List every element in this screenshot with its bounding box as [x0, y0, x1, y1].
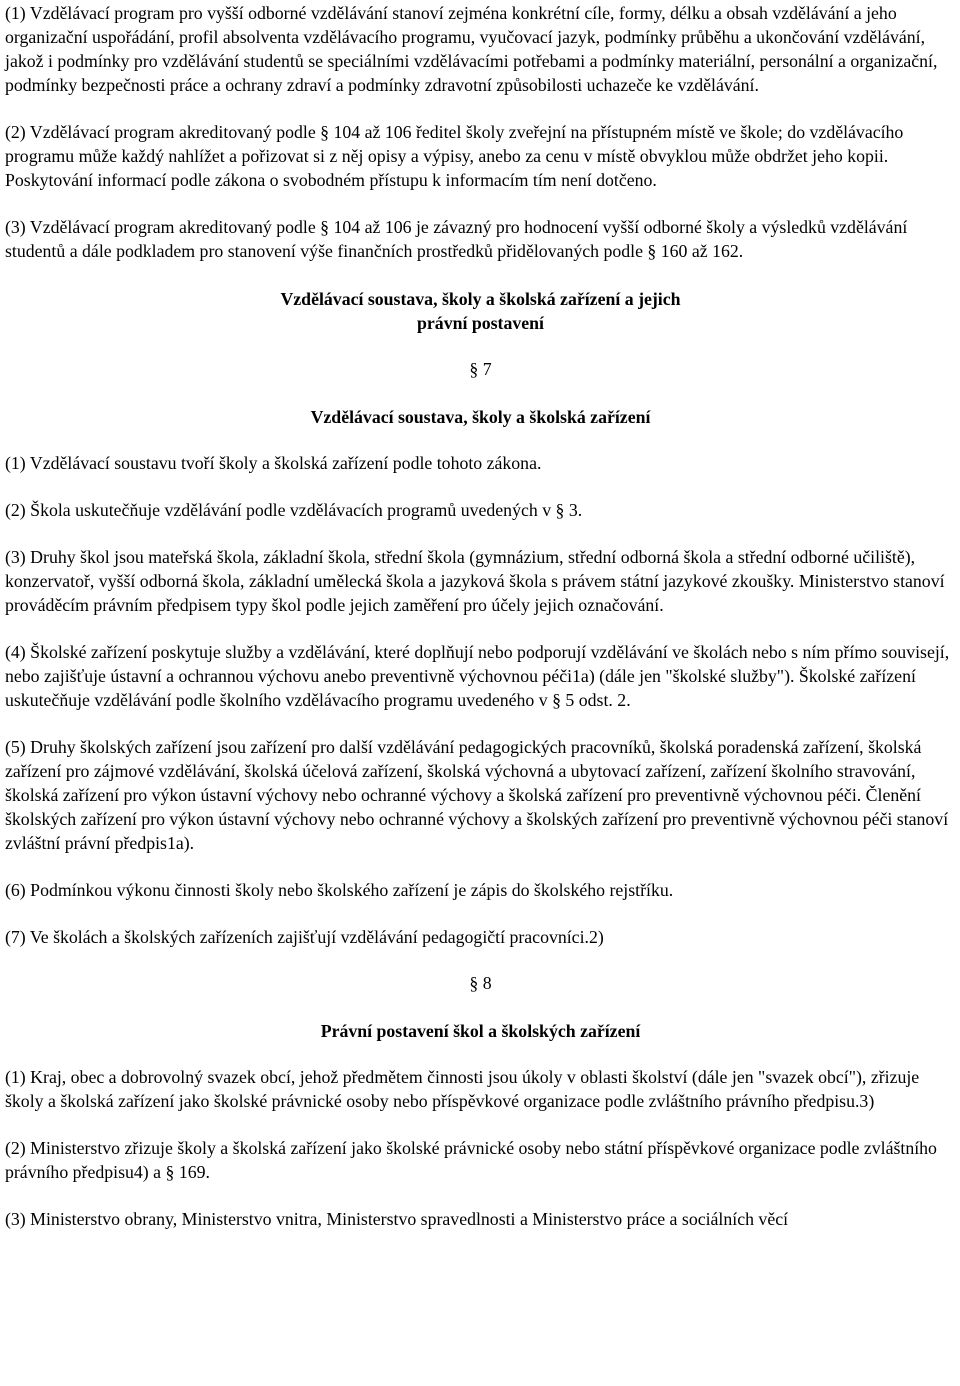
par7-item-2: (2) Škola uskutečňuje vzdělávání podle vzdělávacích programů uvedených v § 3. — [5, 500, 583, 520]
paragraph-2: (2) Vzdělávací program akreditovaný podle § 104 až 106 ředitel školy zveřejní na přístupném místě ve škole; do vzdělávacího programu může každý nahlížet a pořizovat si z něj opisy a výpisy, anebo za cenu v místě obvyklou může obdržet jeho kopii. Poskytování informací podle zákona o svobodném přístupu k informacím tím není dotčeno. — [5, 122, 904, 190]
par8-item-2: (2) Ministerstvo zřizuje školy a školská zařízení jako školské právnické osoby nebo státní příspěvkové organizace podle zvláštního právního předpisu4) a § 169. — [5, 1138, 937, 1182]
par7-item-3: (3) Druhy škol jsou mateřská škola, základní škola, střední škola (gymnázium, střední odborná škola a střední odborné učiliště), konzervatoř, vyšší odborná škola, základní umělecká škola a jazyková škola s právem státní jazykové zkoušky. Ministerstvo stanoví prováděcím právním předpisem typy škol podle jejich zaměření pro účely jejich označování. — [5, 547, 945, 615]
par7-item-6: (6) Podmínkou výkonu činnosti školy nebo školského zařízení je zápis do školského rejstříku. — [5, 880, 674, 900]
paragraph-7-title: Vzdělávací soustava, školy a školská zařízení — [310, 407, 651, 427]
par7-item-4: (4) Školské zařízení poskytuje služby a vzdělávání, které doplňují nebo podporují vzdělávání ve školách nebo s ním přímo souvisejí, nebo zajišťuje ústavní a ochrannou výchovu anebo preventivně výchovnou péči1a) (dále jen "školské služby"). Školské zařízení uskutečňuje vzdělávání podle školního vzdělávacího programu uvedeného v § 5 odst. 2. — [5, 642, 950, 710]
section-heading-line2: právní postavení — [417, 313, 544, 333]
paragraph-number-8: § 8 — [469, 973, 492, 993]
section-heading-line1: Vzdělávací soustava, školy a školská zařízení a jejich — [280, 289, 681, 309]
paragraph-8-title: Právní postavení škol a školských zařízení — [320, 1021, 641, 1041]
par7-item-5: (5) Druhy školských zařízení jsou zařízení pro další vzdělávání pedagogických pracovníků, školská poradenská zařízení, školská zařízení pro zájmové vzdělávání, školská účelová zařízení, školská výchovná a ubytovací zařízení, zařízení školního stravování, školská zařízení pro výkon ústavní výchovy nebo ochranné výchovy a školská zařízení pro preventivně výchovnou péči. Členění školských zařízení pro výkon ústavní výchovy nebo ochranné výchovy a školských zařízení pro preventivně výchovnou péči stanoví zvláštní právní předpis1a). — [5, 737, 949, 853]
paragraph-1: (1) Vzdělávací program pro vyšší odborné vzdělávání stanoví zejména konkrétní cíle, formy, délku a obsah vzdělávání a jeho organizační uspořádání, profil absolventa vzdělávacího programu, vyučovací jazyk, podmínky průběhu a ukončování vzdělávání, jakož i podmínky pro vzdělávání studentů se speciálními vzdělávacími potřebami a podmínky materiální, personální a organizační, podmínky bezpečnosti práce a ochrany zdraví a podmínky zdravotní způsobilosti uchazeče ke vzdělávání. — [5, 3, 938, 95]
paragraph-number-7: § 7 — [469, 359, 492, 379]
par8-item-1: (1) Kraj, obec a dobrovolný svazek obcí, jehož předmětem činnosti jsou úkoly v oblasti školství (dále jen "svazek obcí"), zřizuje školy a školská zařízení jako školské právnické osoby nebo příspěvkové organizace podle zvláštního právního předpisu.3) — [5, 1067, 920, 1111]
par7-item-1: (1) Vzdělávací soustavu tvoří školy a školská zařízení podle tohoto zákona. — [5, 453, 542, 473]
par7-item-7: (7) Ve školách a školských zařízeních zajišťují vzdělávání pedagogičtí pracovníci.2) — [5, 927, 604, 947]
paragraph-3: (3) Vzdělávací program akreditovaný podle § 104 až 106 je závazný pro hodnocení vyšší odborné školy a výsledků vzdělávání studentů a dále podkladem pro stanovení výše finančních prostředků přidělovaných podle § 160 až 162. — [5, 217, 908, 261]
par8-item-3: (3) Ministerstvo obrany, Ministerstvo vnitra, Ministerstvo spravedlnosti a Ministerstvo práce a sociálních věcí — [5, 1209, 789, 1229]
section-heading — [5, 287, 956, 335]
